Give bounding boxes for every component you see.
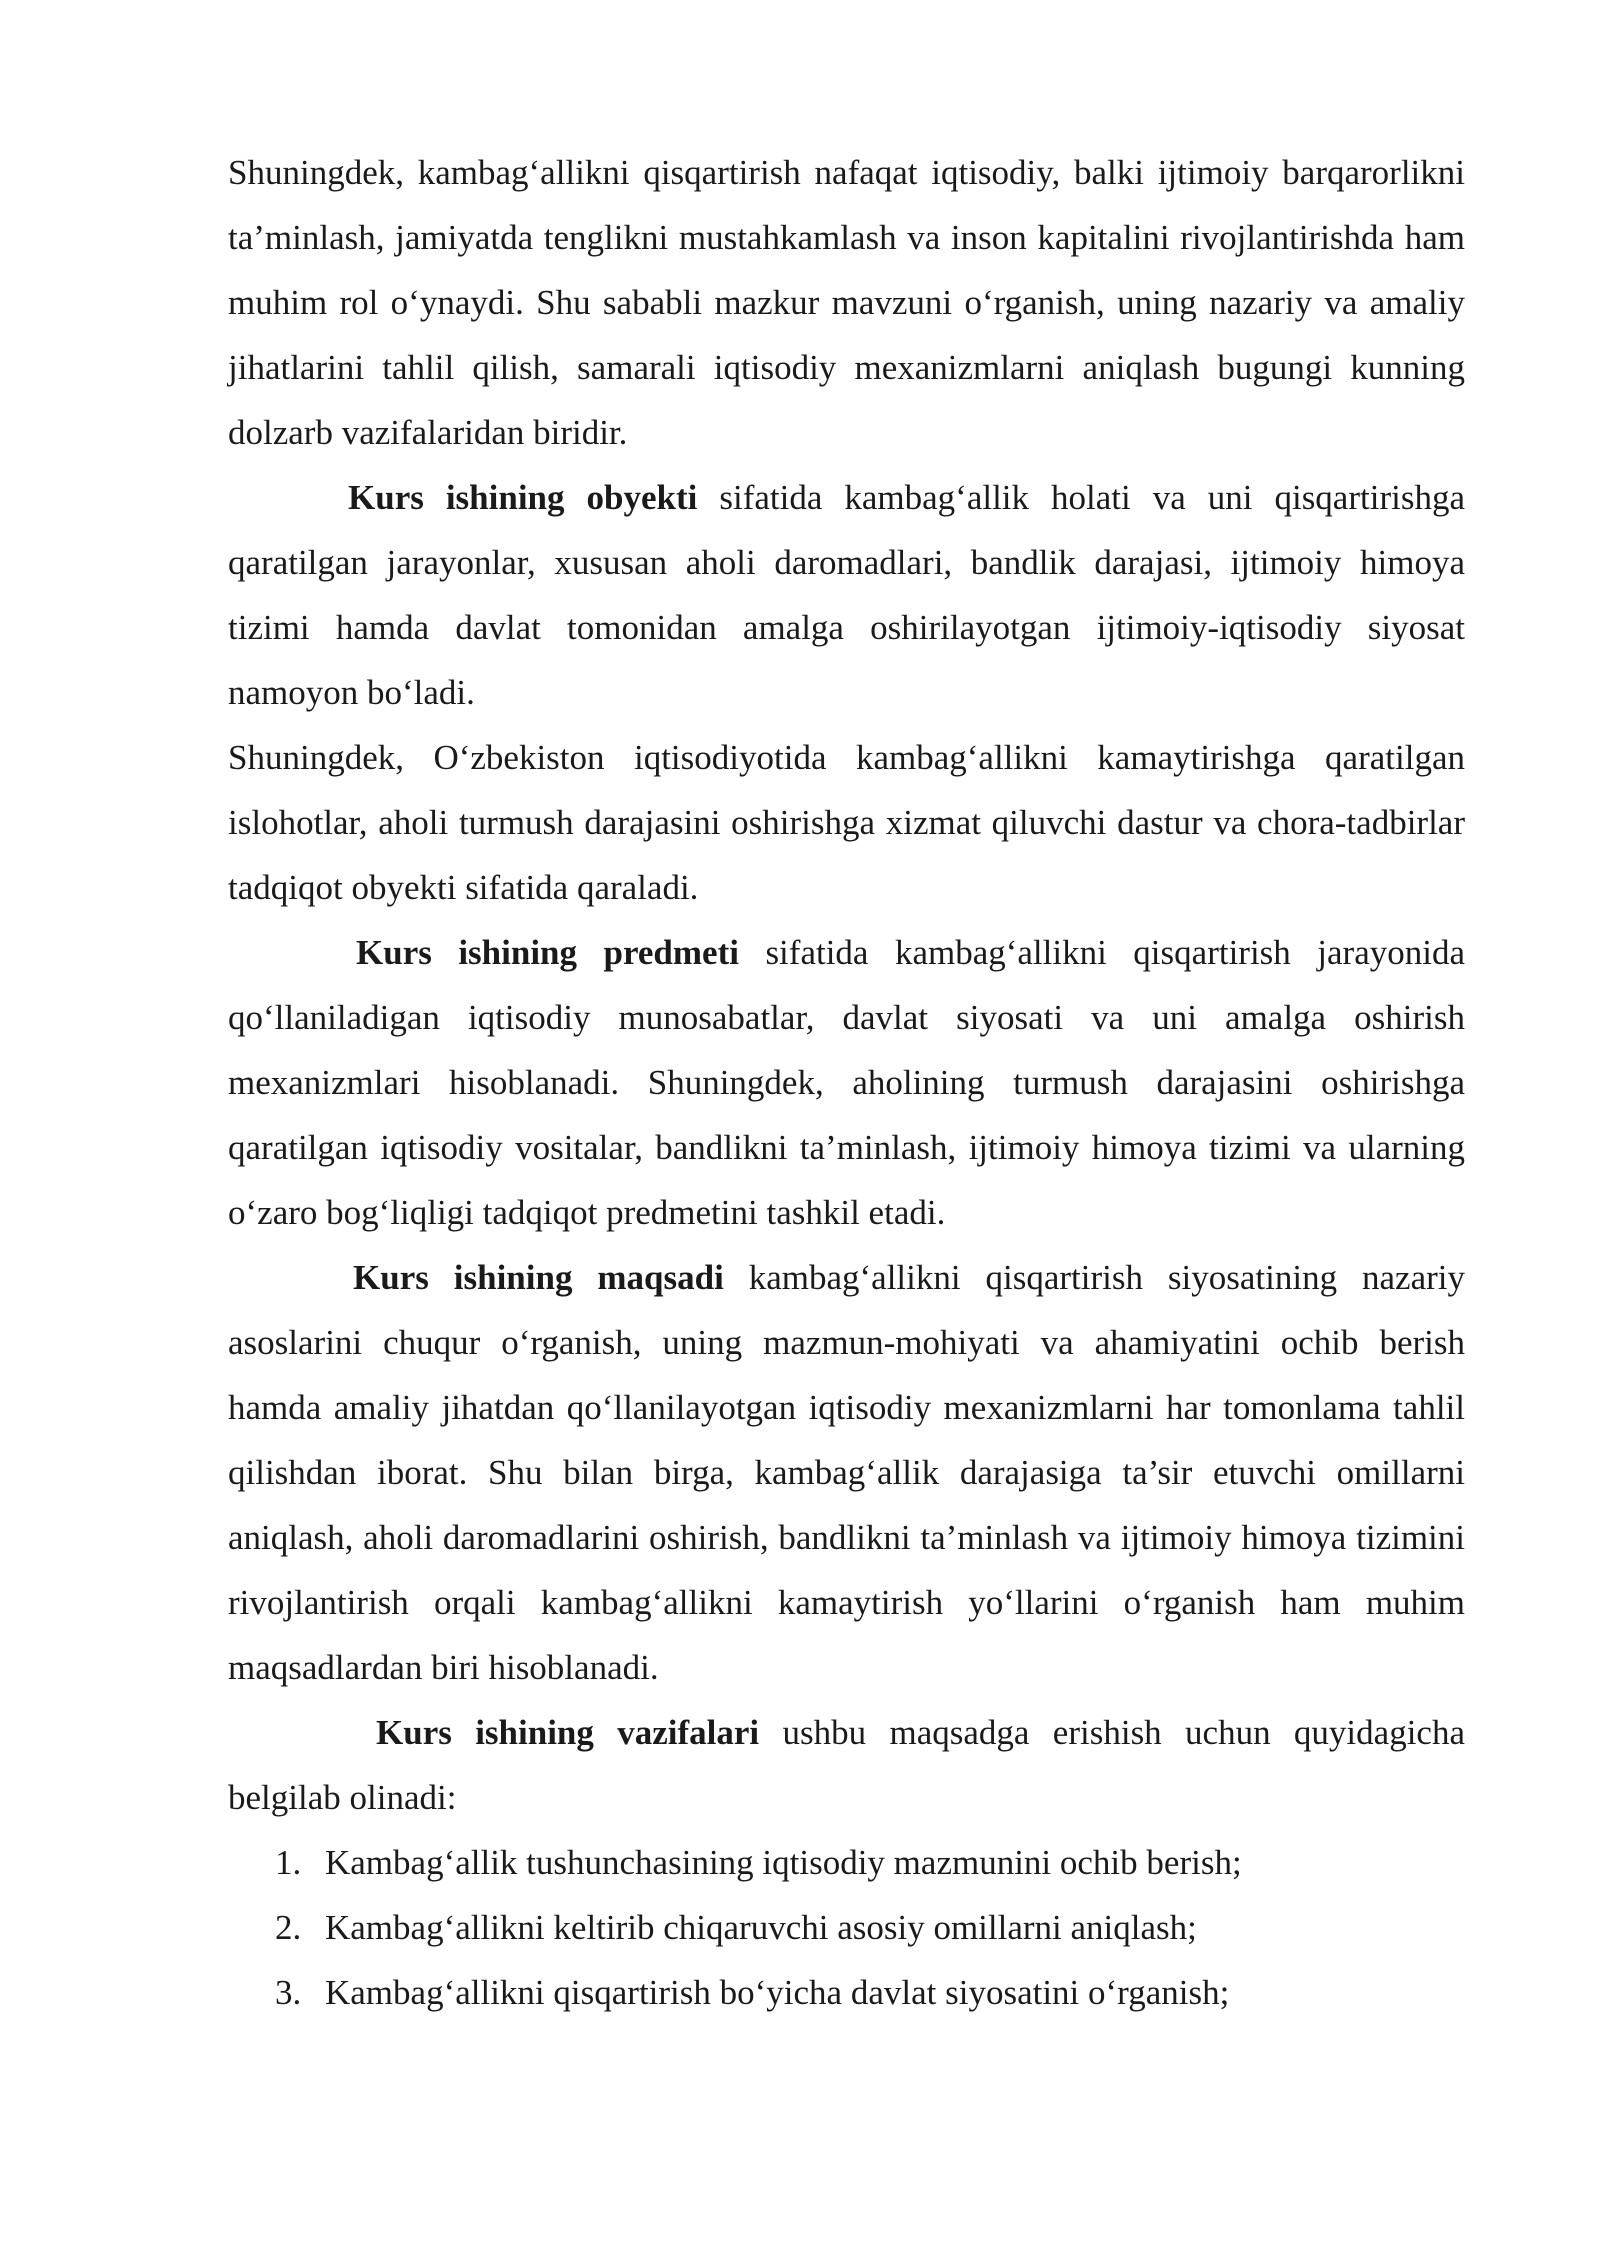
subject-text: sifatida kambag‘allikni qisqartirish jarayonida qo‘llaniladigan iqtisodiy munosabatlar, davlat siyosati va uni amalga oshirish mexanizmlari hisoblanadi. Shuningdek, aholining turmush darajasini oshirishga qaratilgan iqtisodiy vositalar, bandlikni ta’minlash, ijtimoiy himoya tizimi va ularning o‘zaro bog‘liqligi tadqiqot predmetini tashkil etadi. <box>228 933 1465 1232</box>
object-paragraph <box>228 465 1465 725</box>
list-item-number: 1. <box>275 1843 302 1882</box>
document-page <box>228 140 1465 2025</box>
object-extra-paragraph: Shuningdek, O‘zbekiston iqtisodiyotida kambag‘allikni kamaytirishga qaratilgan islohotlar, aholi turmush darajasini oshirishga xizmat qiluvchi dastur va chora-tadbirlar tadqiqot obyekti sifatida qaraladi. <box>228 738 1465 907</box>
list-item-number: 3. <box>275 1973 302 2012</box>
object-heading: Kurs ishining obyekti <box>348 478 698 517</box>
tasks-paragraph <box>228 1700 1465 1830</box>
list-item <box>228 1830 1465 1895</box>
subject-heading: Kurs ishining predmeti <box>356 933 739 972</box>
intro-paragraph: Shuningdek, kambag‘allikni qisqartirish nafaqat iqtisodiy, balki ijtimoiy barqarorlikni ta’minlash, jamiyatda tenglikni mustahkamlash va inson kapitalini rivojlantirishda ham muhim rol o‘ynaydi. Shu sababli mazkur mavzuni o‘rganish, uning nazariy va amaliy jihatlarini tahlil qilish, samarali iqtisodiy mexanizmlarni aniqlash bugungi kunning dolzarb vazifalaridan biridir. <box>228 153 1465 452</box>
list-item-number: 2. <box>275 1908 302 1947</box>
list-item-text: Kambag‘allik tushunchasining iqtisodiy mazmunini ochib berish; <box>325 1843 1242 1882</box>
subject-paragraph <box>228 920 1465 1245</box>
object-text: sifatida kambag‘allik holati va uni qisqartirishga qaratilgan jarayonlar, xususan aholi daromadlari, bandlik darajasi, ijtimoiy himoya tizimi hamda davlat tomonidan amalga oshirilayotgan ijtimoiy-iqtisodiy siyosat namoyon bo‘ladi. <box>228 478 1465 712</box>
list-item-text: Kambag‘allikni keltirib chiqaruvchi asosiy omillarni aniqlash; <box>325 1908 1197 1947</box>
goal-paragraph <box>228 1245 1465 1700</box>
goal-heading: Kurs ishining maqsadi <box>353 1258 724 1297</box>
tasks-heading: Kurs ishining vazifalari <box>376 1713 760 1752</box>
list-item <box>228 1960 1465 2025</box>
list-item-text: Kambag‘allikni qisqartirish bo‘yicha davlat siyosatini o‘rganish; <box>325 1973 1230 2012</box>
task-list <box>228 1830 1465 2025</box>
goal-text: kambag‘allikni qisqartirish siyosatining nazariy asoslarini chuqur o‘rganish, uning mazmun-mohiyati va ahamiyatini ochib berish hamda amaliy jihatdan qo‘llanilayotgan iqtisodiy mexanizmlarni har tomonlama tahlil qilishdan iborat. Shu bilan birga, kambag‘allik darajasiga ta’sir etuvchi omillarni aniqlash, aholi daromadlarini oshirish, bandlikni ta’minlash va ijtimoiy himoya tizimini rivojlantirish orqali kambag‘allikni kamaytirish yo‘llarini o‘rganish ham muhim maqsadlardan biri hisoblanadi. <box>228 1258 1465 1687</box>
list-item <box>228 1895 1465 1960</box>
tasks-text: ushbu maqsadga erishish uchun quyidagicha belgilab olinadi: <box>228 1713 1465 1817</box>
